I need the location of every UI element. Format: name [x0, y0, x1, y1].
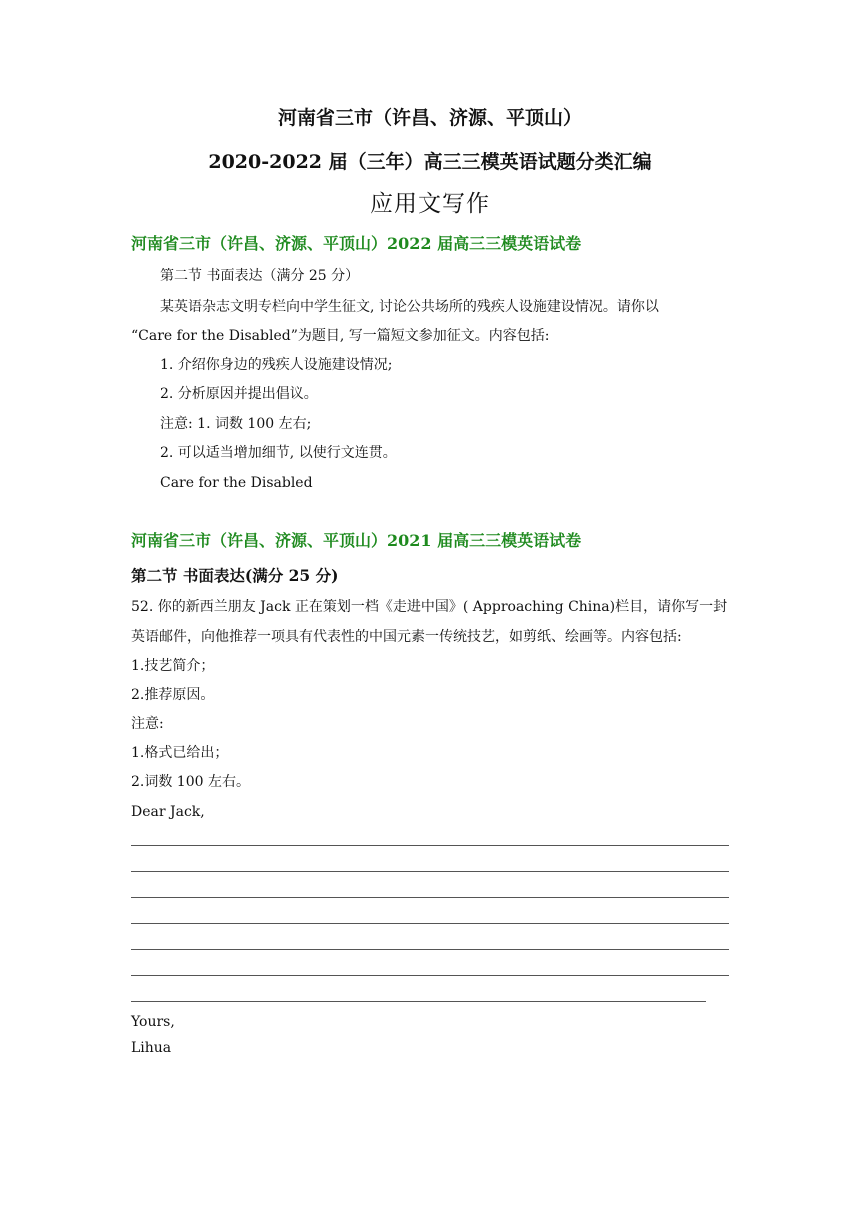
section-2022-point-1: 1. 介绍你身边的残疾人设施建设情况; — [160, 357, 393, 373]
section-2021-note-1: 1.格式已给出； — [131, 745, 229, 761]
letter-closing: Yours, — [131, 1014, 175, 1030]
section-2022-essay-title: Care for the Disabled — [160, 475, 313, 491]
writing-line — [131, 949, 729, 950]
section-2021-point-2: 2.推荐原因。 — [131, 687, 215, 703]
section-2022-prompt-line-1: 某英语杂志文明专栏向中学生征文, 讨论公共场所的残疾人设施建设情况。请你以 — [160, 299, 659, 315]
writing-line — [131, 975, 729, 976]
writing-line — [131, 897, 729, 898]
document-title-line-1: 河南省三市（许昌、济源、平顶山） — [277, 107, 582, 129]
letter-salutation: Dear Jack, — [131, 804, 205, 820]
section-2021-prompt-line-1: 52. 你的新西兰朋友 Jack 正在策划一档《走进中国》( Approaching China)栏目，请你写一封 — [131, 599, 728, 615]
writing-line — [131, 845, 729, 846]
writing-line — [131, 923, 729, 924]
document-title-line-2: 2020-2022 届（三年）高三三模英语试题分类汇编 — [208, 151, 652, 173]
section-2021-part: 第二节 书面表达(满分 25 分) — [131, 566, 339, 585]
section-2022-prompt-line-2: “Care for the Disabled”为题目, 写一篇短文参加征文。内容包括: — [131, 328, 550, 344]
section-2022-heading: 河南省三市（许昌、济源、平顶山）2022 届高三三模英语试卷 — [131, 234, 582, 253]
letter-signature: Lihua — [131, 1040, 172, 1056]
writing-line — [131, 871, 729, 872]
writing-line — [131, 1001, 706, 1002]
section-2021-heading: 河南省三市（许昌、济源、平顶山）2021 届高三三模英语试卷 — [131, 531, 582, 550]
section-2021-prompt-line-2: 英语邮件，向他推荐一项具有代表性的中国元素一传统技艺，如剪纸、绘画等。内容包括: — [131, 629, 682, 645]
section-2021-note-2: 2.词数 100 左右。 — [131, 774, 250, 790]
section-2021-point-1: 1.技艺简介； — [131, 658, 215, 674]
section-2022-part: 第二节 书面表达（满分 25 分） — [160, 268, 360, 284]
section-2022-note-1: 注意: 1. 词数 100 左右; — [160, 416, 312, 432]
section-2022-note-2: 2. 可以适当增加细节, 以使行文连贯。 — [160, 445, 397, 461]
section-2021-note-label: 注意: — [131, 716, 164, 732]
document-title-line-3: 应用文写作 — [370, 191, 490, 217]
section-2022-point-2: 2. 分析原因并提出倡议。 — [160, 386, 318, 402]
